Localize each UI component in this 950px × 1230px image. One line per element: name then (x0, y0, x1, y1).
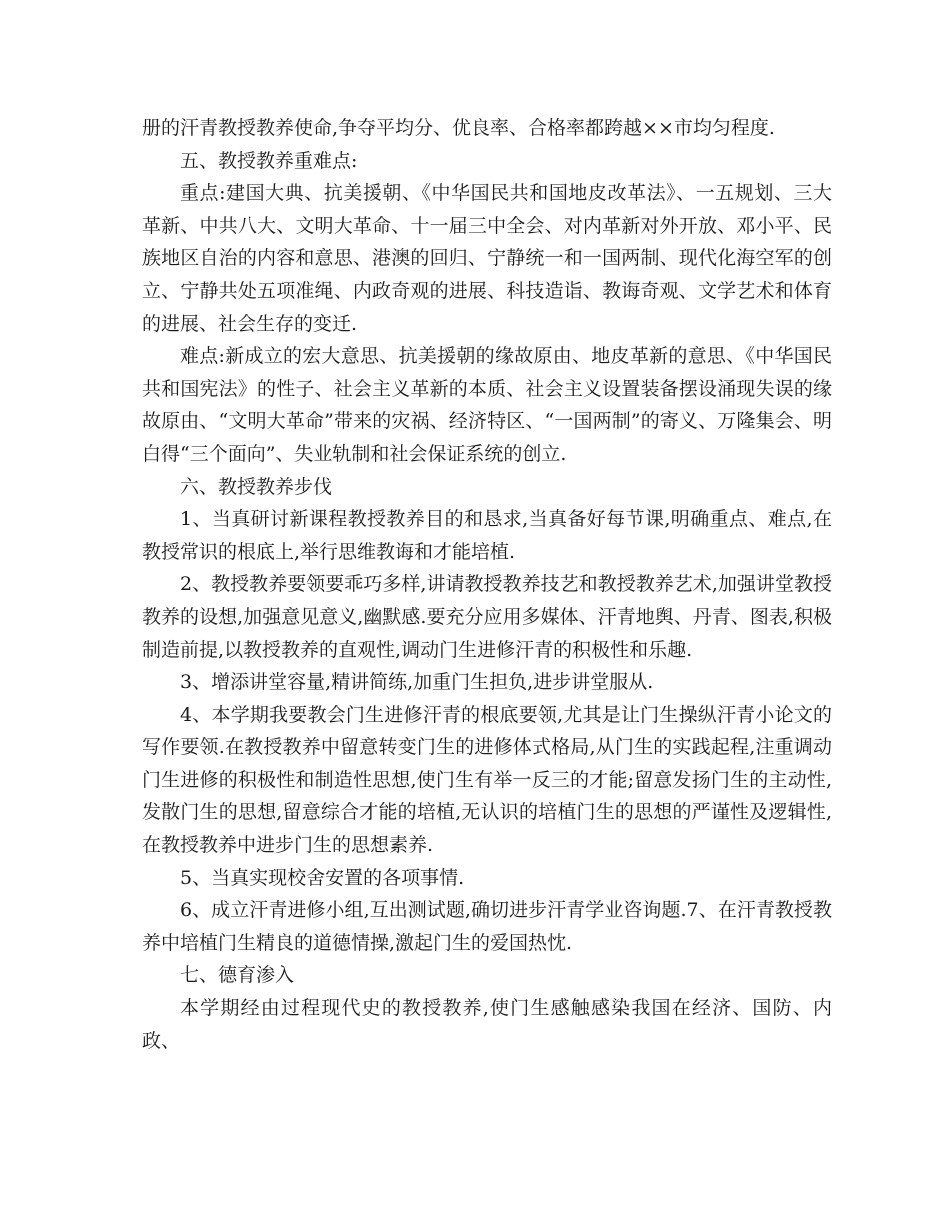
paragraph-continuation: 册的汗青教授教养使命,争夺平均分、优良率、合格率都跨越××市均匀程度. (142, 117, 775, 139)
paragraph-measure-5: 5、当真实现校舍安置的各项事情. (180, 866, 465, 889)
document-body (142, 112, 832, 1057)
paragraph-key-points: 重点:建国大典、抗美援朝、《中华国民共和国地皮改革法》、一五规划、三大革新、中共八大、文明大革命、十一届三中全会、对内革新对外开放、邓小平、民族地区自治的内容和意思、港澳的回归、宁静统一和一国两制、现代化海空军的创立、宁静共处五项准绳、内政奇观的进展、科技造诣、教诲奇观、文学艺术和体育的进展、社会生存的变迁. (142, 182, 832, 335)
paragraph-measure-3: 3、增添讲堂容量,精讲简练,加重门生担负,进步讲堂服从. (180, 671, 654, 694)
paragraph-difficult-points: 难点:新成立的宏大意思、抗美援朝的缘故原由、地皮革新的意思、《中华国民共和国宪法》的性子、社会主义革新的本质、社会主义设置装备摆设涌现失误的缘故原由、“文明大革命”带来的灾祸、经济特区、“一国两制”的寄义、万隆集会、明白得“三个面向”、失业轨制和社会保证系统的创立. (142, 345, 832, 465)
paragraph-measure-4: 4、本学期我要教会门生进修汗青的根底要领,尤其是让门生操纵汗青小论文的写作要领.在教授教养中留意转变门生的进修体式格局,从门生的实践起程,注重调动门生进修的积极性和制造性思想,使门生有举一反三的才能;留意发扬门生的主动性,发散门生的思想,留意综合才能的培植,无认识的培植门生的思想的严谨性及逻辑性,在教授教养中进步门生的思想素养. (142, 703, 832, 857)
section-heading-measures: 六、教授教养步伐 (180, 475, 333, 498)
paragraph-moral-education: 本学期经由过程现代史的教授教养,使门生感触感染我国在经济、国防、内政、 (142, 997, 832, 1052)
paragraph-measure-2: 2、教授教养要领要乖巧多样,讲请教授教养技艺和教授教养艺术,加强讲堂教授教养的设想,加强意见意义,幽默感.要充分应用多媒体、汗青地舆、丹青、图表,积极制造前提,以教授教养的直观性,调动门生进修汗青的积极性和乐趣. (142, 573, 832, 661)
paragraph-measure-1: 1、当真研讨新课程教授教养目的和恳求,当真备好每节课,明确重点、难点,在教授常识的根底上,举行思维教诲和才能培植. (142, 508, 832, 563)
section-heading-difficulties: 五、教授教养重难点: (180, 149, 358, 172)
paragraph-measure-6-7: 6、成立汗青进修小组,互出测试题,确切进步汗青学业咨询题.7、在汗青教授教养中培植门生精良的道德情操,激起门生的爱国热忱. (142, 899, 832, 954)
section-heading-moral-education: 七、德育渗入 (180, 964, 295, 987)
